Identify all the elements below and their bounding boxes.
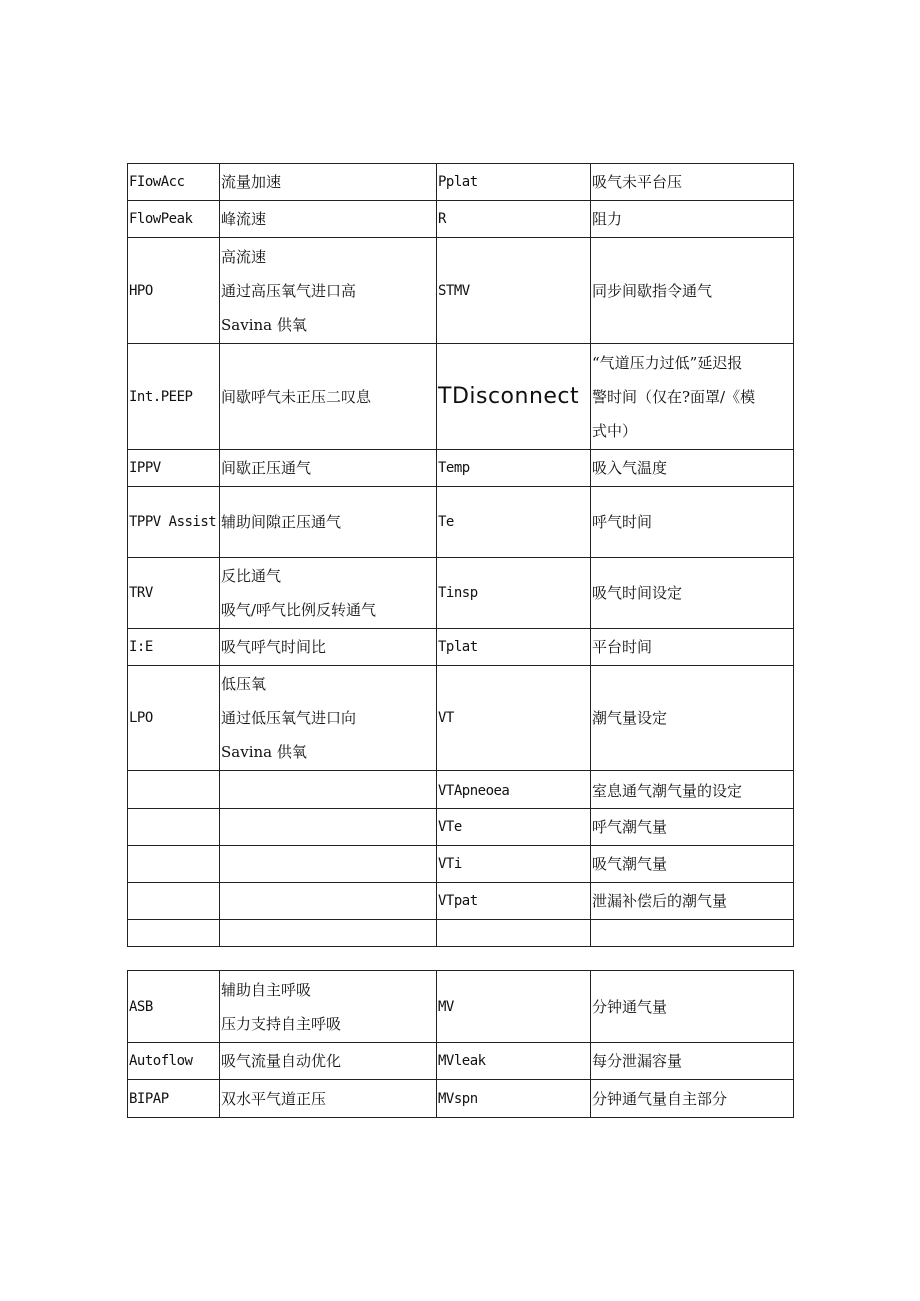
table-row xyxy=(128,344,794,450)
term-line: 间歇正压通气 xyxy=(221,459,312,477)
glossary-table-2 xyxy=(127,970,794,1118)
term-line: 呼气潮气量 xyxy=(592,818,668,836)
abbr-cell: FlowPeak xyxy=(128,201,220,238)
abbr-cell: TPPV Assist xyxy=(128,487,220,558)
term-line: 双水平气道正压 xyxy=(221,1089,327,1108)
table-row xyxy=(128,920,794,947)
term-line: 分钟通气量自主部分 xyxy=(592,1089,728,1108)
term-cell xyxy=(220,971,437,1043)
table-row xyxy=(128,971,794,1043)
abbr-cell: VTpat xyxy=(437,883,591,920)
term-cell xyxy=(220,487,437,558)
term-line: 吸气流量自动优化 xyxy=(221,1052,342,1070)
abbr-cell: VT xyxy=(437,666,591,771)
term-line: 潮气量设定 xyxy=(592,709,668,727)
table-row xyxy=(128,629,794,666)
abbr-cell: Autoflow xyxy=(128,1043,220,1080)
term-cell xyxy=(591,344,794,450)
term-line: 流量加速 xyxy=(221,173,282,191)
term-cell xyxy=(591,238,794,344)
abbr-cell: FIowAcc xyxy=(128,164,220,201)
term-cell xyxy=(591,201,794,238)
term-cell xyxy=(591,487,794,558)
term-cell xyxy=(220,558,437,629)
abbr-cell: IPPV xyxy=(128,450,220,487)
term-cell xyxy=(591,971,794,1043)
term-cell xyxy=(591,846,794,883)
term-line: 反比通气 xyxy=(221,567,282,585)
abbr-cell: BIPAP xyxy=(128,1080,220,1118)
abbr-cell xyxy=(128,809,220,846)
term-line: Savina 供氧 xyxy=(221,315,307,334)
term-line: “气道压力过低”延迟报 xyxy=(592,353,743,372)
term-line: 吸气未平台压 xyxy=(592,173,683,191)
term-cell xyxy=(591,666,794,771)
abbr-cell xyxy=(128,920,220,947)
table-row xyxy=(128,450,794,487)
term-line: 压力支持自主呼吸 xyxy=(221,1014,342,1033)
table-row xyxy=(128,1043,794,1080)
term-cell xyxy=(220,238,437,344)
term-line: 呼气时间 xyxy=(592,513,653,531)
table-1-body xyxy=(128,164,794,947)
term-cell xyxy=(220,920,437,947)
table-row xyxy=(128,809,794,846)
abbr-cell: Te xyxy=(437,487,591,558)
term-cell xyxy=(220,1043,437,1080)
term-line: Savina 供氧 xyxy=(221,743,307,761)
term-line: 通过高压氧气进口高 xyxy=(221,281,357,300)
term-line: 间歇呼气未正压二叹息 xyxy=(221,387,372,406)
term-line: 辅助自主呼吸 xyxy=(221,980,312,999)
glossary-table-1 xyxy=(127,163,794,947)
term-cell xyxy=(220,883,437,920)
term-line: 警时间（仅在?面罩/《模 xyxy=(592,387,756,406)
abbr-cell: Tinsp xyxy=(437,558,591,629)
term-line: 阻力 xyxy=(592,210,623,228)
abbr-cell xyxy=(128,846,220,883)
table-row xyxy=(128,883,794,920)
abbr-cell: TRV xyxy=(128,558,220,629)
table-row xyxy=(128,771,794,809)
term-cell xyxy=(591,558,794,629)
term-cell xyxy=(591,883,794,920)
abbr-cell: Int.PEEP xyxy=(128,344,220,450)
abbr-cell: HPO xyxy=(128,238,220,344)
term-cell xyxy=(591,450,794,487)
abbr-cell: MVleak xyxy=(437,1043,591,1080)
term-cell xyxy=(591,1080,794,1118)
term-cell xyxy=(220,809,437,846)
term-line: 泄漏补偿后的潮气量 xyxy=(592,892,728,910)
abbr-cell: Temp xyxy=(437,450,591,487)
abbr-cell xyxy=(128,883,220,920)
table-row xyxy=(128,238,794,344)
term-cell xyxy=(220,666,437,771)
table-row xyxy=(128,666,794,771)
table-2-body xyxy=(128,971,794,1118)
abbr-cell-large: TDisconnect xyxy=(437,344,591,450)
abbr-cell: Tplat xyxy=(437,629,591,666)
table-row xyxy=(128,201,794,238)
abbr-cell xyxy=(437,920,591,947)
term-line: 分钟通气量 xyxy=(592,997,668,1016)
term-line: 吸气时间设定 xyxy=(592,584,683,602)
abbr-cell: MVspn xyxy=(437,1080,591,1118)
term-cell xyxy=(591,629,794,666)
term-line: 低压氧 xyxy=(221,675,267,693)
term-cell xyxy=(220,629,437,666)
term-cell xyxy=(591,1043,794,1080)
term-cell xyxy=(591,920,794,947)
term-cell xyxy=(591,771,794,809)
term-line: 吸气呼气时间比 xyxy=(221,638,327,656)
abbr-cell: Pplat xyxy=(437,164,591,201)
table-row xyxy=(128,1080,794,1118)
abbr-cell: LPO xyxy=(128,666,220,771)
term-line: 吸入气温度 xyxy=(592,459,668,477)
abbr-cell: VTe xyxy=(437,809,591,846)
term-line: 吸气/呼气比例反转通气 xyxy=(221,601,377,619)
abbr-cell: I:E xyxy=(128,629,220,666)
term-cell xyxy=(220,846,437,883)
term-cell xyxy=(591,809,794,846)
table-row xyxy=(128,487,794,558)
term-cell xyxy=(220,344,437,450)
term-cell xyxy=(220,164,437,201)
term-line: 每分泄漏容量 xyxy=(592,1052,683,1070)
term-line: 平台时间 xyxy=(592,638,653,656)
table-row xyxy=(128,846,794,883)
term-cell xyxy=(591,164,794,201)
term-cell xyxy=(220,450,437,487)
abbr-cell xyxy=(128,771,220,809)
abbr-cell: VTApneoea xyxy=(437,771,591,809)
term-line: 峰流速 xyxy=(221,210,267,228)
abbr-cell: R xyxy=(437,201,591,238)
term-line: 室息通气潮气量的设定 xyxy=(592,782,743,800)
term-cell xyxy=(220,1080,437,1118)
term-line: 辅助间隙正压通气 xyxy=(221,513,342,531)
term-cell xyxy=(220,771,437,809)
term-line: 通过低压氧气进口向 xyxy=(221,709,357,727)
term-line: 式中） xyxy=(592,421,638,440)
abbr-cell: MV xyxy=(437,971,591,1043)
term-line: 吸气潮气量 xyxy=(592,855,668,873)
table-row xyxy=(128,164,794,201)
term-line: 高流速 xyxy=(221,247,267,266)
table-row xyxy=(128,558,794,629)
term-line: 同步间歇指令通气 xyxy=(592,281,713,300)
abbr-cell: STMV xyxy=(437,238,591,344)
abbr-cell: VTi xyxy=(437,846,591,883)
abbr-cell: ASB xyxy=(128,971,220,1043)
term-cell xyxy=(220,201,437,238)
